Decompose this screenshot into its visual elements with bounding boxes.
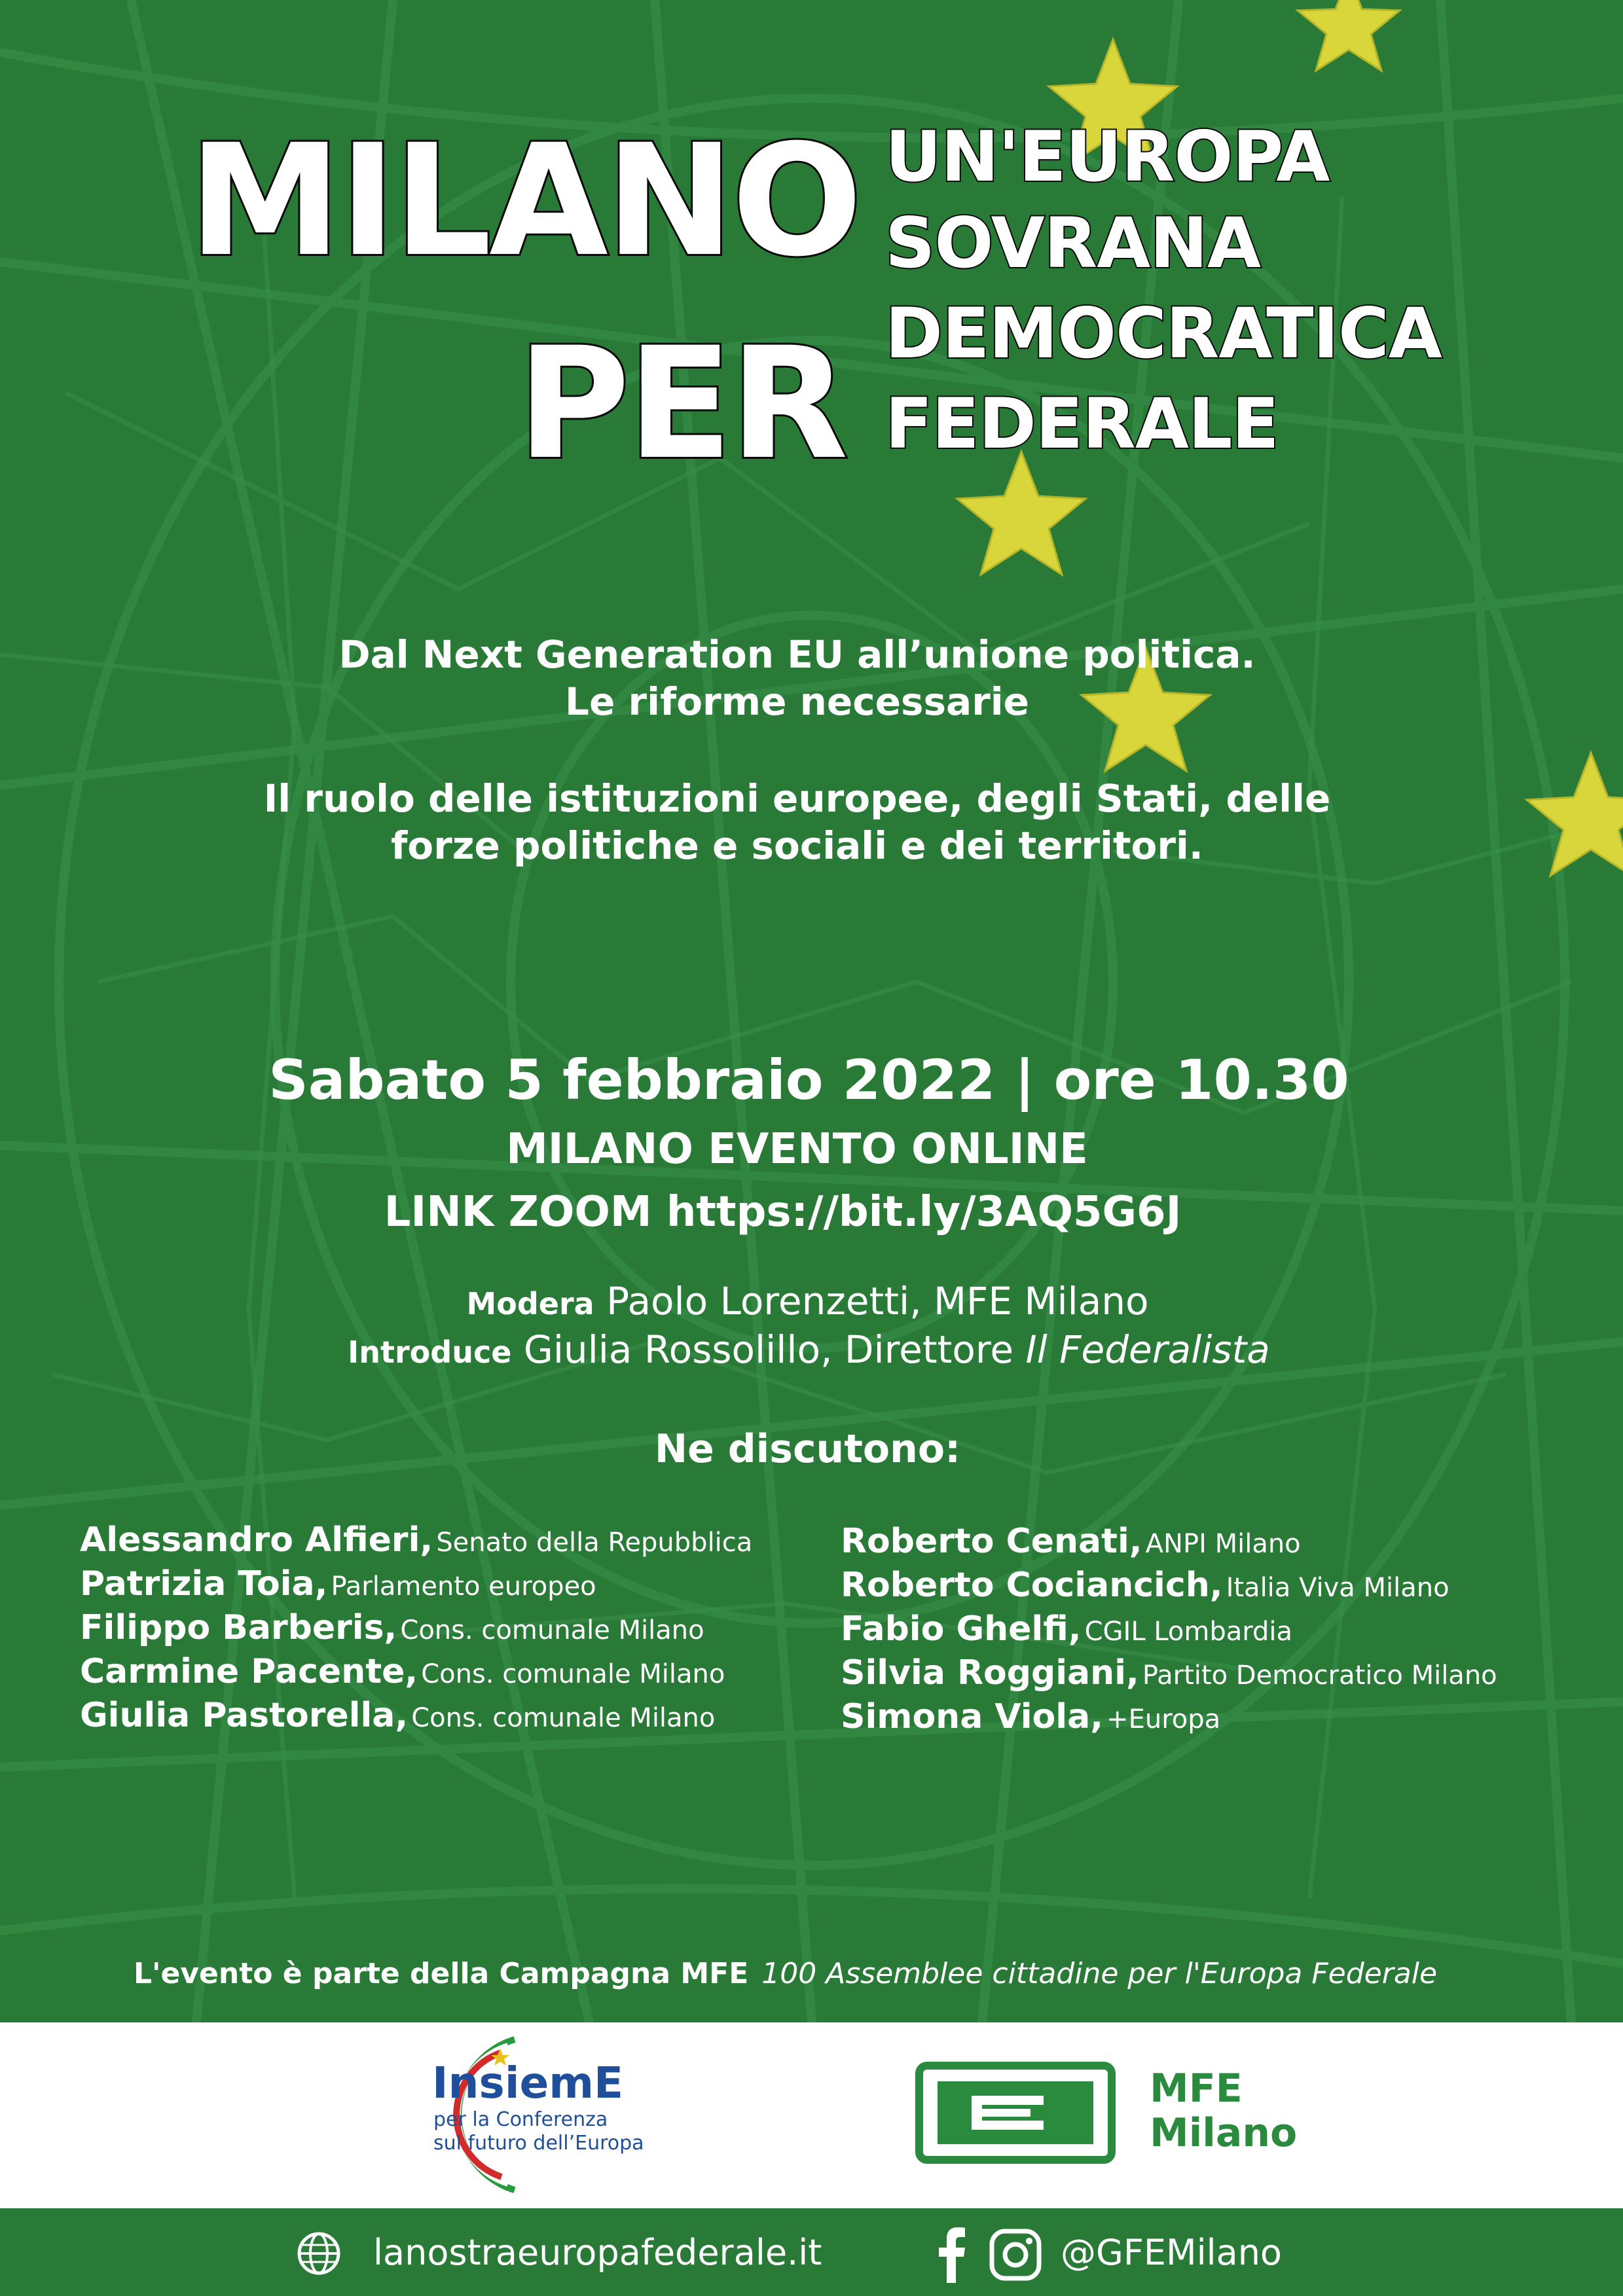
- speaker-affiliation: Parlamento europeo: [331, 1571, 596, 1602]
- mfe-logo-icon: [915, 2062, 1116, 2164]
- speaker-name: Carmine Pacente,: [80, 1652, 418, 1691]
- speaker-name: Roberto Cenati,: [841, 1522, 1142, 1561]
- speaker-name: Roberto Cociancich,: [841, 1566, 1223, 1605]
- speaker-affiliation: Cons. comunale Milano: [411, 1703, 716, 1733]
- introducer-line: [0, 1325, 1620, 1377]
- introducer-name: Giulia Rossolillo, Direttore: [523, 1327, 1014, 1372]
- mfe-logo-line-1: MFE: [1150, 2066, 1243, 2111]
- insieme-logo-subtitle-1: per la Conferenza: [433, 2108, 608, 2131]
- speaker-row: [80, 1606, 752, 1650]
- intro-line-4: forze politiche e sociali e dei territori.: [391, 823, 1203, 868]
- eu-star: [1298, 0, 1400, 71]
- globe-icon: [296, 2231, 342, 2276]
- campaign-text: L'evento è parte della Campagna MFE: [134, 1957, 749, 1990]
- title-line-2: SOVRANA: [885, 203, 1261, 283]
- footer-social-handle[interactable]: @GFEMilano: [1061, 2232, 1282, 2273]
- speaker-row: [80, 1694, 752, 1738]
- speakers-right: [841, 1520, 1497, 1739]
- insieme-logo-word: InsiemE: [432, 2058, 624, 2108]
- title-per: PER: [517, 315, 846, 493]
- speaker-affiliation: ANPI Milano: [1145, 1529, 1301, 1559]
- speaker-affiliation: +Europa: [1106, 1704, 1221, 1734]
- mfe-logo-line-2: Milano: [1150, 2110, 1298, 2156]
- panel-heading: Ne discutono:: [654, 1426, 961, 1472]
- speaker-row: [841, 1564, 1497, 1607]
- speaker-name: Patrizia Toia,: [80, 1564, 328, 1604]
- speaker-row: [841, 1607, 1497, 1651]
- campaign-line: [134, 1954, 1437, 1994]
- facebook-icon[interactable]: [938, 2224, 966, 2283]
- speaker-name: Alessandro Alfieri,: [80, 1520, 433, 1560]
- speaker-row: [80, 1562, 752, 1606]
- event-zoom-link[interactable]: LINK ZOOM https://bit.ly/3AQ5G6J: [384, 1188, 1182, 1236]
- speaker-name: Silvia Roggiani,: [841, 1653, 1139, 1693]
- speaker-name: Fabio Ghelfi,: [841, 1609, 1082, 1649]
- speaker-row: [841, 1520, 1497, 1564]
- footer-website[interactable]: lanostraeuropafederale.it: [373, 2232, 822, 2273]
- intro-line-3: Il ruolo delle istituzioni europee, degli Stati, delle: [263, 776, 1331, 821]
- introducer-label: Introduce: [348, 1335, 512, 1370]
- title-line-3: DEMOCRATICA: [885, 293, 1442, 374]
- instagram-icon[interactable]: [989, 2228, 1042, 2282]
- moderator-label: Modera: [466, 1286, 594, 1321]
- title-line-1: UN'EUROPA: [885, 117, 1330, 197]
- speaker-affiliation: Partito Democratico Milano: [1142, 1660, 1497, 1691]
- speaker-affiliation: Senato della Repubblica: [436, 1528, 753, 1558]
- speakers-left: [80, 1518, 752, 1738]
- campaign-name: 100 Assemblee cittadine per l'Europa Federale: [761, 1957, 1438, 1990]
- speaker-row: [80, 1650, 752, 1694]
- speaker-affiliation: Cons. comunale Milano: [400, 1615, 704, 1645]
- title-line-4: FEDERALE: [885, 384, 1279, 464]
- eu-star: [957, 452, 1085, 575]
- title-milano: MILANO: [189, 112, 860, 291]
- logo-band: [0, 2022, 1623, 2208]
- speaker-name: Giulia Pastorella,: [80, 1696, 409, 1735]
- speaker-affiliation: Italia Viva Milano: [1226, 1573, 1450, 1603]
- event-date: Sabato 5 febbraio 2022 | ore 10.30: [268, 1048, 1349, 1112]
- insieme-logo-subtitle-2: sul futuro dell’Europa: [433, 2132, 644, 2155]
- intro-line-1: Dal Next Generation EU all’unione politica.: [338, 632, 1256, 677]
- moderator-name: Paolo Lorenzetti, MFE Milano: [606, 1279, 1149, 1323]
- speaker-row: [841, 1651, 1497, 1695]
- speaker-name: Simona Viola,: [841, 1697, 1103, 1736]
- event-location: MILANO EVENTO ONLINE: [506, 1125, 1088, 1174]
- moderator-line: [0, 1276, 1619, 1329]
- speaker-affiliation: CGIL Lombardia: [1084, 1617, 1293, 1647]
- intro-line-2: Le riforme necessarie: [565, 679, 1029, 724]
- speaker-row: [841, 1695, 1497, 1739]
- speaker-name: Filippo Barberis,: [80, 1608, 397, 1647]
- speaker-row: [80, 1518, 752, 1562]
- speaker-affiliation: Cons. comunale Milano: [421, 1659, 725, 1689]
- publication-name: Il Federalista: [1025, 1327, 1270, 1372]
